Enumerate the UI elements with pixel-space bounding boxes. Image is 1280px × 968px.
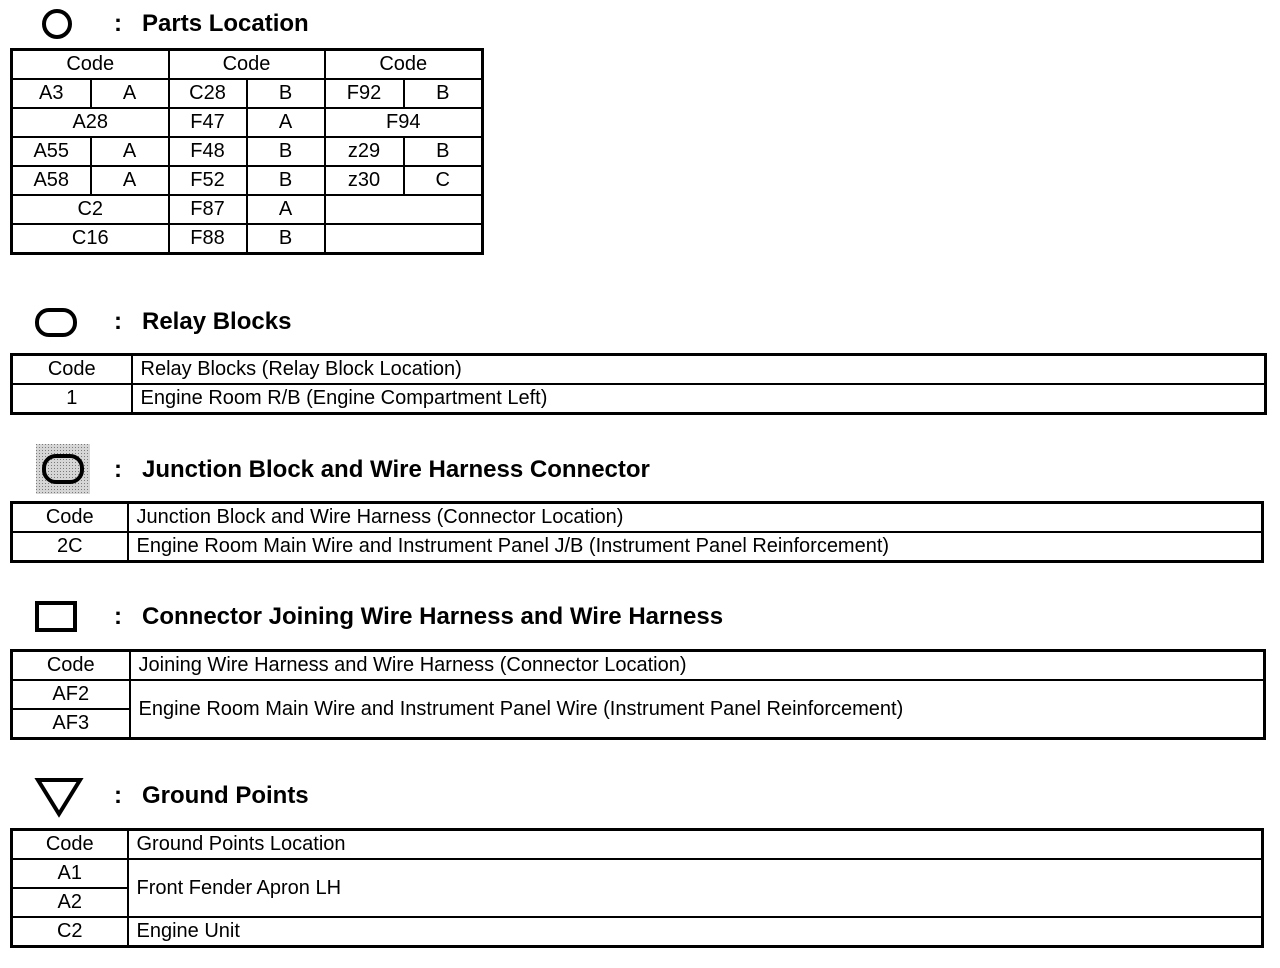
- connector-code: AF3: [12, 709, 130, 739]
- table-row: [12, 384, 1266, 414]
- empty-cell: [325, 224, 483, 254]
- code-column-header: Code: [12, 651, 130, 681]
- table-header-row: [12, 503, 1263, 533]
- connector-code: AF2: [12, 680, 130, 709]
- part-code: A3: [12, 79, 91, 108]
- part-location-ref: B: [404, 79, 483, 108]
- part-code: F94: [325, 108, 483, 137]
- junction-block-title: Junction Block and Wire Harness Connector: [142, 456, 650, 483]
- table-header-row: [12, 651, 1265, 681]
- part-location-ref: A: [91, 79, 169, 108]
- rounded-rect-symbol-icon: [34, 307, 78, 339]
- junction-block-heading: [0, 450, 1280, 490]
- part-code: F52: [169, 166, 247, 195]
- location-column-header: Relay Blocks (Relay Block Location): [132, 355, 1266, 385]
- table-row: [12, 137, 483, 166]
- connector-joining-title: Connector Joining Wire Harness and Wire Harness: [142, 603, 724, 630]
- part-code: F87: [169, 195, 247, 224]
- table-header-row: [12, 830, 1263, 860]
- part-location-ref: C: [404, 166, 483, 195]
- table-row: [12, 195, 483, 224]
- relay-block-location: Engine Room R/B (Engine Compartment Left): [132, 384, 1266, 414]
- part-code: z30: [325, 166, 404, 195]
- table-row: [12, 917, 1263, 947]
- table-row: [12, 532, 1263, 562]
- connector-location: Engine Room Main Wire and Instrument Panel Wire (Instrument Panel Reinforcement): [130, 680, 1265, 739]
- part-location-ref: B: [247, 224, 325, 254]
- ground-point-location: Front Fender Apron LH: [128, 859, 1263, 917]
- column-header: Code: [12, 50, 169, 80]
- connector-joining-heading: [0, 597, 1280, 637]
- part-location-ref: B: [404, 137, 483, 166]
- part-location-ref: A: [247, 108, 325, 137]
- empty-cell: [325, 195, 483, 224]
- table-row: [12, 79, 483, 108]
- relay-blocks-colon: :: [114, 308, 122, 335]
- column-header: Code: [325, 50, 483, 80]
- table-row: [12, 108, 483, 137]
- relay-blocks-heading: [0, 302, 1280, 342]
- junction-block-colon: :: [114, 456, 122, 483]
- part-code: A28: [12, 108, 169, 137]
- ground-points-table: [10, 828, 1264, 948]
- part-code: C16: [12, 224, 169, 254]
- parts-location-table: [10, 48, 484, 255]
- ground-point-location: Engine Unit: [128, 917, 1263, 947]
- part-code: C28: [169, 79, 247, 108]
- parts-location-title: Parts Location: [142, 10, 309, 37]
- column-header: Code: [169, 50, 325, 80]
- part-location-ref: A: [91, 166, 169, 195]
- junction-block-table: [10, 501, 1264, 563]
- part-code: z29: [325, 137, 404, 166]
- part-code: C2: [12, 195, 169, 224]
- part-code: F88: [169, 224, 247, 254]
- part-code: F47: [169, 108, 247, 137]
- table-header-row: [12, 50, 483, 80]
- location-column-header: Joining Wire Harness and Wire Harness (Connector Location): [130, 651, 1265, 681]
- triangle-symbol-icon: [34, 776, 84, 818]
- part-location-ref: B: [247, 137, 325, 166]
- ground-point-code: A1: [12, 859, 128, 888]
- table-row: [12, 680, 1265, 709]
- parts-location-heading: [0, 4, 1280, 44]
- part-code: F48: [169, 137, 247, 166]
- circle-symbol-icon: [40, 7, 74, 41]
- junction-block-symbol-icon: [36, 444, 90, 494]
- connector-joining-table: [10, 649, 1266, 740]
- ground-point-code: A2: [12, 888, 128, 917]
- table-row: [12, 859, 1263, 888]
- part-location-ref: B: [247, 79, 325, 108]
- ground-points-title: Ground Points: [142, 782, 309, 809]
- part-code: F92: [325, 79, 404, 108]
- parts-location-colon: :: [114, 10, 122, 37]
- code-column-header: Code: [12, 503, 128, 533]
- relay-block-code: 1: [12, 384, 132, 414]
- junction-block-code: 2C: [12, 532, 128, 562]
- connector-joining-colon: :: [114, 603, 122, 630]
- part-code: A58: [12, 166, 91, 195]
- location-column-header: Ground Points Location: [128, 830, 1263, 860]
- code-column-header: Code: [12, 355, 132, 385]
- junction-block-location: Engine Room Main Wire and Instrument Panel J/B (Instrument Panel Reinforcement): [128, 532, 1263, 562]
- location-column-header: Junction Block and Wire Harness (Connector Location): [128, 503, 1263, 533]
- part-location-ref: A: [247, 195, 325, 224]
- relay-blocks-table: [10, 353, 1267, 415]
- table-row: [12, 166, 483, 195]
- table-row: [12, 224, 483, 254]
- ground-points-heading: [0, 776, 1280, 816]
- rectangle-symbol-icon: [34, 600, 78, 634]
- ground-point-code: C2: [12, 917, 128, 947]
- relay-blocks-title: Relay Blocks: [142, 308, 292, 335]
- table-header-row: [12, 355, 1266, 385]
- part-location-ref: B: [247, 166, 325, 195]
- part-location-ref: A: [91, 137, 169, 166]
- ground-points-colon: :: [114, 782, 122, 809]
- code-column-header: Code: [12, 830, 128, 860]
- part-code: A55: [12, 137, 91, 166]
